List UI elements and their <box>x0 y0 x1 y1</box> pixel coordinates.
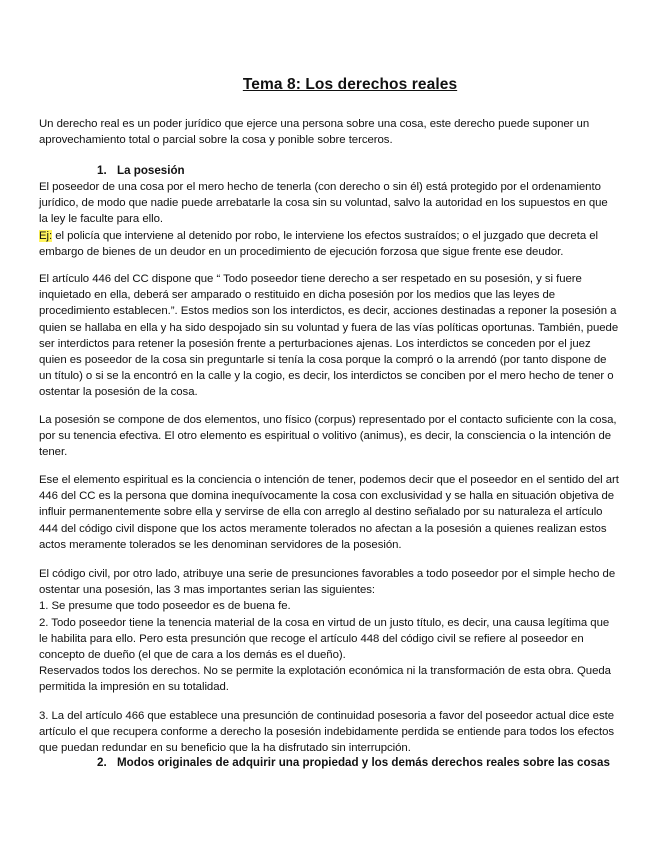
presumptions-intro: El código civil, por otro lado, atribuye una serie de presunciones favorables a todo poseedor por el simple hecho de ostentar una posesión, las 3 mas importantes serian las siguientes: <box>39 568 616 597</box>
section-2-heading <box>97 755 610 771</box>
document-title: Tema 8: Los derechos reales <box>242 76 458 93</box>
elements-paragraph: La posesión se compone de dos elementos, uno físico (corpus) representado por el contacto suficiente con la cosa, por su tenencia efectiva. El otro elemento es espiritual o volitivo (animus), es decir, la consciencia o la intención de tener. <box>39 414 617 459</box>
rights-notice: Reservados todos los derechos. No se permite la explotación económica ni la transformación de esta obra. Queda permitida la impresión en su totalidad. <box>39 665 611 694</box>
article-446-paragraph: El artículo 446 del CC dispone que “ Todo poseedor tiene derecho a ser respetado en su posesión, y si fuere inquietado en ella, deberá ser amparado o restituido en dicha posesión por los medios que las leyes de procedimiento establecen.”. Estos medios son los interdictos, es decir, acciones destinadas a reponer la posesión a quien se hallaba en ella y ha sido despojado sin su voluntad y fuera de las vías políticas oportunas. También, puede ser interdictos para retener la posesión frente a perturbaciones ajenas. Los interdictos se conceden por el juez quien es poseedor de la cosa sin preguntarle si tenía la cosa porque la compró o la arrendó (por tanto dispone de un título) o si se la encontró en la calle y la cogio, es decir, los interdictos se conciben por el mero hecho de tener o ostentar la posesión de la cosa. <box>39 273 619 399</box>
presumption-3-paragraph: 3. La del artículo 466 que establece una presunción de continuidad posesoria a favor del poseedor actual dice este artículo el que recupera conforme a derecho la posesión indebidamente perdida se entiende para todos los efectos que puedan redundar en su beneficio que la ha disfrutado sin interrupción. <box>39 710 615 755</box>
section-1-number: 1. <box>97 164 107 177</box>
example-paragraph <box>39 228 619 260</box>
example-text: el policía que interviene al detenido por robo, le interviene los efectos sustraídos; o el juzgado que decreta el embargo de bienes de un deudor en un procedimiento de ejecución forzosa que sigue frente ese deudor. <box>39 229 598 258</box>
presumption-2: 2. Todo poseedor tiene la tenencia material de la cosa en virtud de un justo título, es decir, una causa legítima que le habilita para ello. Pero esta presunción que recoge el artículo 448 del código civil se refiere al poseedor en concepto de dueño (el que de cara a los demás es el dueño). <box>39 616 610 662</box>
section-1-heading <box>97 163 185 179</box>
possession-block <box>39 179 619 260</box>
example-label-highlight: Ej: <box>39 229 53 242</box>
spiritual-element-paragraph: Ese el elemento espiritual es la conciencia o intención de tener, podemos decir que el poseedor en el sentido del art 446 del CC es la persona que domina inequívocamente la cosa con exclusividad y se halla en situación objetiva de influir permanentemente sobre ella y servirse de ella con arreglo al destino señalado por su naturaleza el artículo 444 del código civil dispone que los actos meramente tolerados no afectan a la posesión a quienes realizan estos actos meramente tolerados se les denominan servidores de la posesión. <box>39 474 619 551</box>
section-1-title: La posesión <box>117 164 185 177</box>
intro-paragraph: Un derecho real es un poder jurídico que ejerce una persona sobre una cosa, este derecho puede suponer un aprovechamiento total o parcial sobre la cosa y ponible sobre terceros. <box>39 118 590 147</box>
presumption-1: 1. Se presume que todo poseedor es de buena fe. <box>39 600 291 613</box>
section-2-number: 2. <box>97 756 107 769</box>
possession-paragraph: El poseedor de una cosa por el mero hecho de tenerla (con derecho o sin él) está protegido por el ordenamiento jurídico, de modo que nadie puede arrebatarle la cosa sin su voluntad, salvo la autoridad en los supuestos en que la ley le faculte para ello. <box>39 181 608 226</box>
section-2-title: Modos originales de adquirir una propiedad y los demás derechos reales sobre las cosas <box>117 756 610 769</box>
presumptions-block <box>39 566 619 696</box>
